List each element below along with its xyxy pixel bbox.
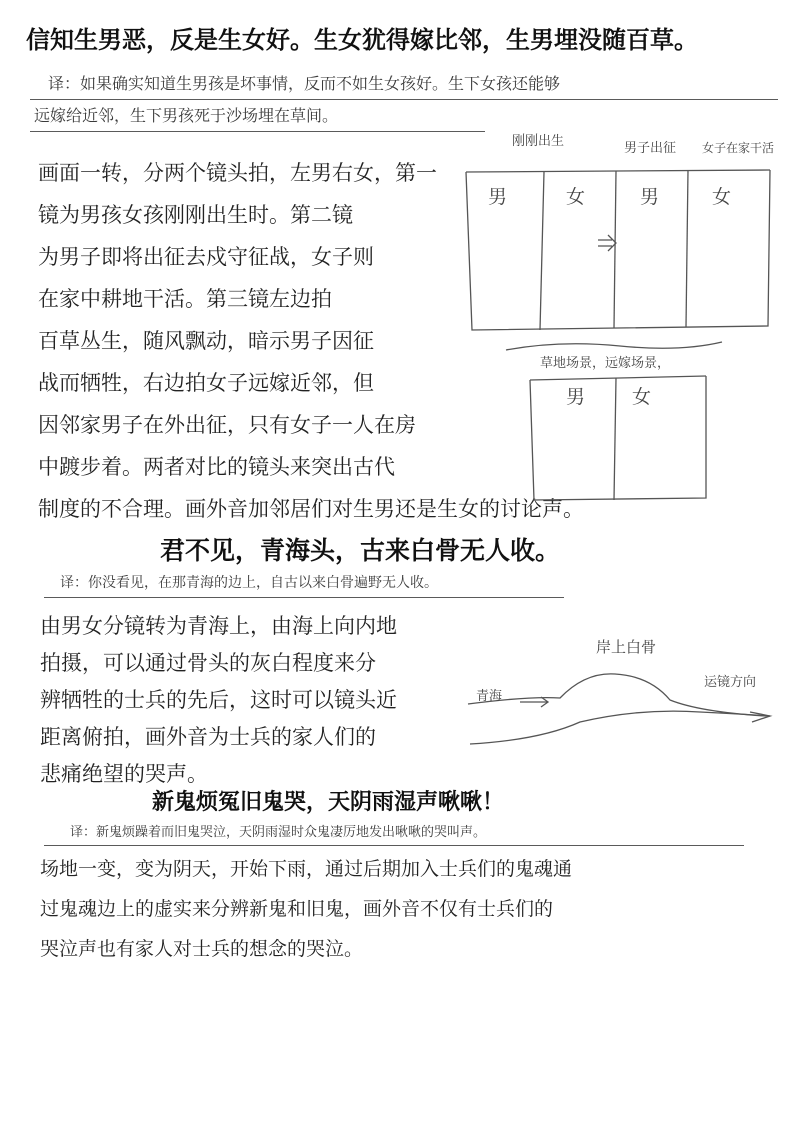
translation-line-3: 译：新鬼烦躁着而旧鬼哭泣，天阴雨湿时众鬼凄厉地发出啾啾的哭叫声。 [70, 825, 487, 840]
paragraph-1-line: 为男子即将出征去戍守征战，女子则 [38, 245, 374, 269]
verse-line-2: 君不见，青海头，古来白骨无人收。 [160, 536, 561, 565]
paragraph-1-line: 制度的不合理。画外音加邻居们对生男还是生女的讨论声。 [38, 497, 584, 521]
sketch-label: 男子出征 [624, 141, 677, 156]
paragraph-2-line: 由男女分镜转为青海上，由海上向内地 [40, 614, 397, 638]
sketch-label: 运镜方向 [704, 675, 757, 690]
paragraph-2-line: 距离俯拍，画外音为士兵的家人们的 [40, 725, 376, 749]
sketch-label: 女子在家干活 [702, 141, 775, 155]
sketch-cell: 女 [712, 186, 732, 208]
paragraph-3-line: 场地一变，变为阴天，开始下雨，通过后期加入士兵们的鬼魂通 [40, 858, 573, 880]
sketch-cell: 女 [632, 386, 652, 408]
sketch-label: 青海 [476, 689, 503, 704]
paragraph-2-line: 辨牺牲的士兵的先后，这时可以镜头近 [40, 688, 397, 712]
paragraph-1-line: 中踱步着。两者对比的镜头来突出古代 [38, 455, 395, 479]
paragraph-1-line: 因邻家男子在外出征，只有女子一人在房 [38, 413, 416, 437]
sketch-cell: 女 [566, 186, 586, 208]
sketch-cell: 男 [640, 186, 660, 208]
translation-line-2: 译：你没看见，在那青海的边上，自古以来白骨遍野无人收。 [60, 575, 438, 591]
paragraph-1-line: 在家中耕地干活。第三镜左边拍 [38, 287, 332, 311]
sketch-label: 岸上白骨 [596, 638, 657, 656]
paragraph-1-line: 战而牺牲，右边拍女子远嫁近邻，但 [38, 371, 374, 395]
translation-line-1b: 远嫁给近邻，生下男孩死于沙场埋在草间。 [34, 106, 339, 125]
paragraph-1-line: 镜为男孩女孩刚刚出生时。第二镜 [38, 203, 353, 227]
sketch-label: 刚刚出生 [512, 134, 565, 149]
sketch-cell: 男 [488, 186, 508, 208]
sketch-label: 草地场景，远嫁场景， [540, 356, 671, 371]
verse-line-1: 信知生男恶，反是生女好。生女犹得嫁比邻，生男埋没随百草。 [26, 26, 698, 54]
verse-line-3: 新鬼烦冤旧鬼哭，天阴雨湿声啾啾！ [152, 790, 505, 815]
paragraph-1-line: 百草丛生，随风飘动，暗示男子因征 [38, 329, 374, 353]
paragraph-2-line: 拍摄，可以通过骨头的灰白程度来分 [40, 651, 376, 675]
sketch-cell: 男 [566, 386, 586, 408]
paragraph-2-line: 悲痛绝望的哭声。 [40, 762, 208, 786]
paragraph-3-line: 哭泣声也有家人对士兵的想念的哭泣。 [40, 938, 364, 960]
paragraph-1-line: 画面一转，分两个镜头拍，左男右女，第一 [38, 161, 437, 185]
underline [44, 845, 744, 846]
translation-line-1a: 译：如果确实知道生男孩是坏事情，反而不如生女孩好。生下女孩还能够 [48, 74, 561, 93]
paragraph-3-line: 过鬼魂边上的虚实来分辨新鬼和旧鬼，画外音不仅有士兵们的 [40, 898, 554, 920]
